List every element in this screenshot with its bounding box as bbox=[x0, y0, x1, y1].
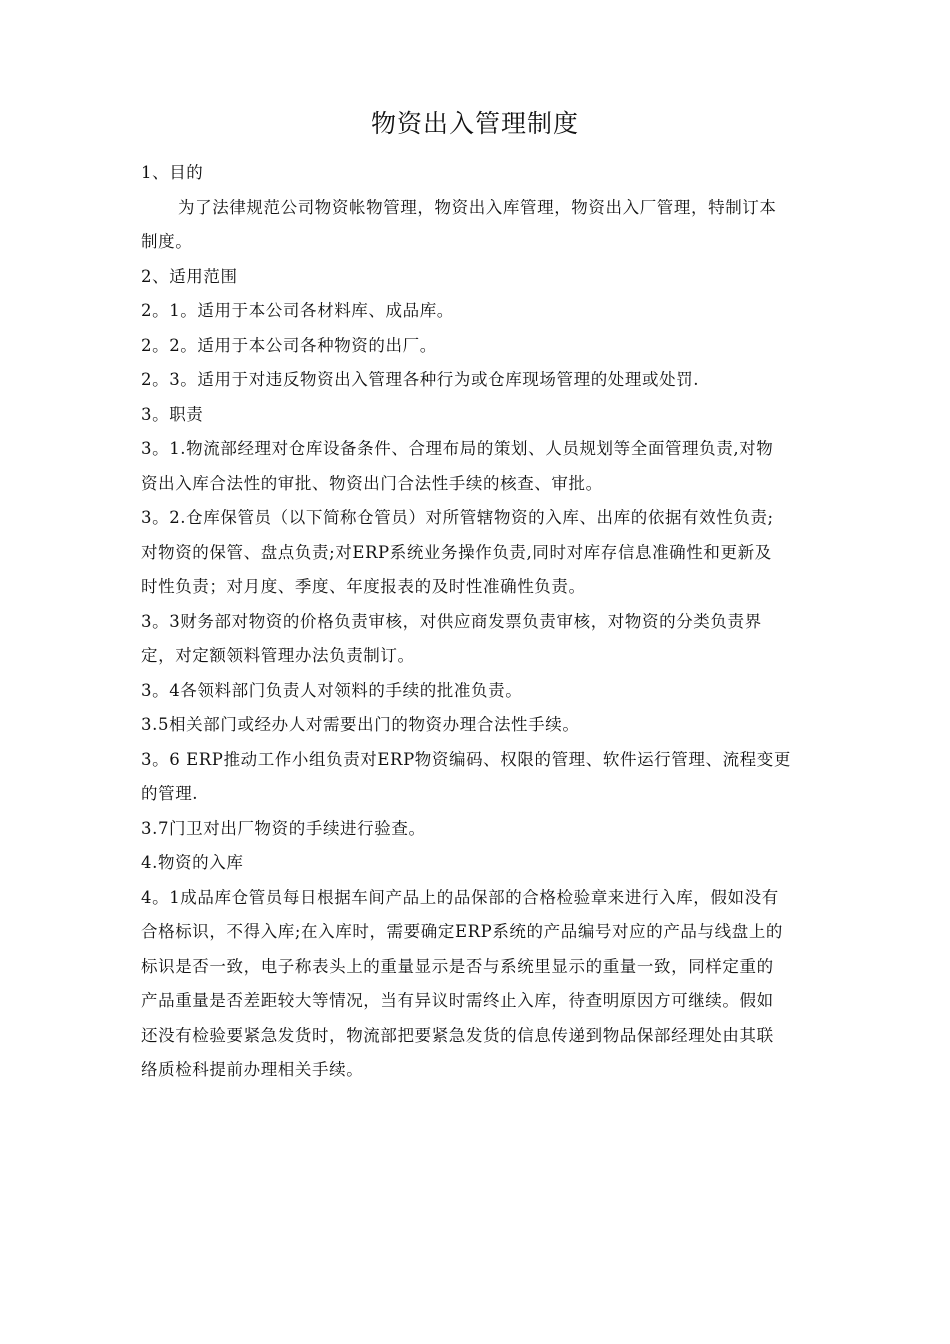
paragraph-line: 还没有检验要紧急发货时，物流部把要紧急发货的信息传递到物品保部经理处由其联 bbox=[141, 1025, 774, 1045]
paragraph-line: 4。1成品库仓管员每日根据车间产品上的品保部的合格检验章来进行入库，假如没有 bbox=[141, 887, 779, 907]
paragraph-line: 2。3。适用于对违反物资出入管理各种行为或仓库现场管理的处理或处罚. bbox=[141, 370, 700, 389]
paragraph-line: 制度。 bbox=[141, 232, 193, 251]
paragraph-line: 2。1。适用于本公司各材料库、成品库。 bbox=[141, 301, 454, 320]
document-title: 物资出入管理制度 bbox=[370, 109, 579, 138]
paragraph-line: 产品重量是否差距较大等情况，当有异议时需终止入库，待查明原因方可继续。假如 bbox=[141, 991, 774, 1010]
section-heading-purpose: 1、目的 bbox=[141, 163, 204, 182]
paragraph-line: 3。6 ERP推动工作小组负责对ERP物资编码、权限的管理、软件运行管理、流程变更 bbox=[141, 749, 791, 769]
section-heading-scope: 2、适用范围 bbox=[141, 266, 238, 286]
document-body bbox=[141, 156, 821, 1088]
paragraph-line: 定，对定额领料管理办法负责制订。 bbox=[141, 646, 415, 665]
paragraph-line: 络质检科提前办理相关手续。 bbox=[141, 1060, 364, 1079]
paragraph-line: 3.5相关部门或经办人对需要出门的物资办理合法性手续。 bbox=[141, 715, 580, 734]
paragraph-line: 资出入库合法性的审批、物资出门合法性手续的核查、审批。 bbox=[141, 473, 603, 493]
paragraph-line: 为了法律规范公司物资帐物管理，物资出入库管理，物资出入厂管理，特制订本 bbox=[178, 197, 777, 217]
section-heading-duties: 3。职责 bbox=[141, 404, 204, 424]
paragraph-line: 3。3财务部对物资的价格负责审核，对供应商发票负责审核，对物资的分类负责界 bbox=[141, 611, 762, 631]
paragraph-line: 标识是否一致，电子称表头上的重量显示是否与系统里显示的重量一致，同样定重的 bbox=[141, 956, 774, 976]
paragraph-line: 2。2。适用于本公司各种物资的出厂。 bbox=[141, 335, 437, 355]
paragraph-line: 3。4各领料部门负责人对领料的手续的批准负责。 bbox=[141, 680, 523, 700]
paragraph-line: 3。2.仓库保管员（以下简称仓管员）对所管辖物资的入库、出库的依据有效性负责; bbox=[141, 508, 774, 527]
paragraph-line: 时性负责；对月度、季度、年度报表的及时性准确性负责。 bbox=[141, 577, 586, 596]
paragraph-line: 3.7门卫对出厂物资的手续进行验查。 bbox=[141, 818, 426, 838]
section-heading-inbound: 4.物资的入库 bbox=[141, 853, 244, 872]
paragraph-line: 对物资的保管、盘点负责;对ERP系统业务操作负责,同时对库存信息准确性和更新及 bbox=[141, 542, 772, 562]
paragraph-line: 合格标识，不得入库;在入库时，需要确定ERP系统的产品编号对应的产品与线盘上的 bbox=[141, 922, 784, 941]
paragraph-line: 的管理. bbox=[141, 784, 199, 803]
paragraph-line: 3。1.物流部经理对仓库设备条件、合理布局的策划、人员规划等全面管理负责,对物 bbox=[141, 439, 774, 458]
